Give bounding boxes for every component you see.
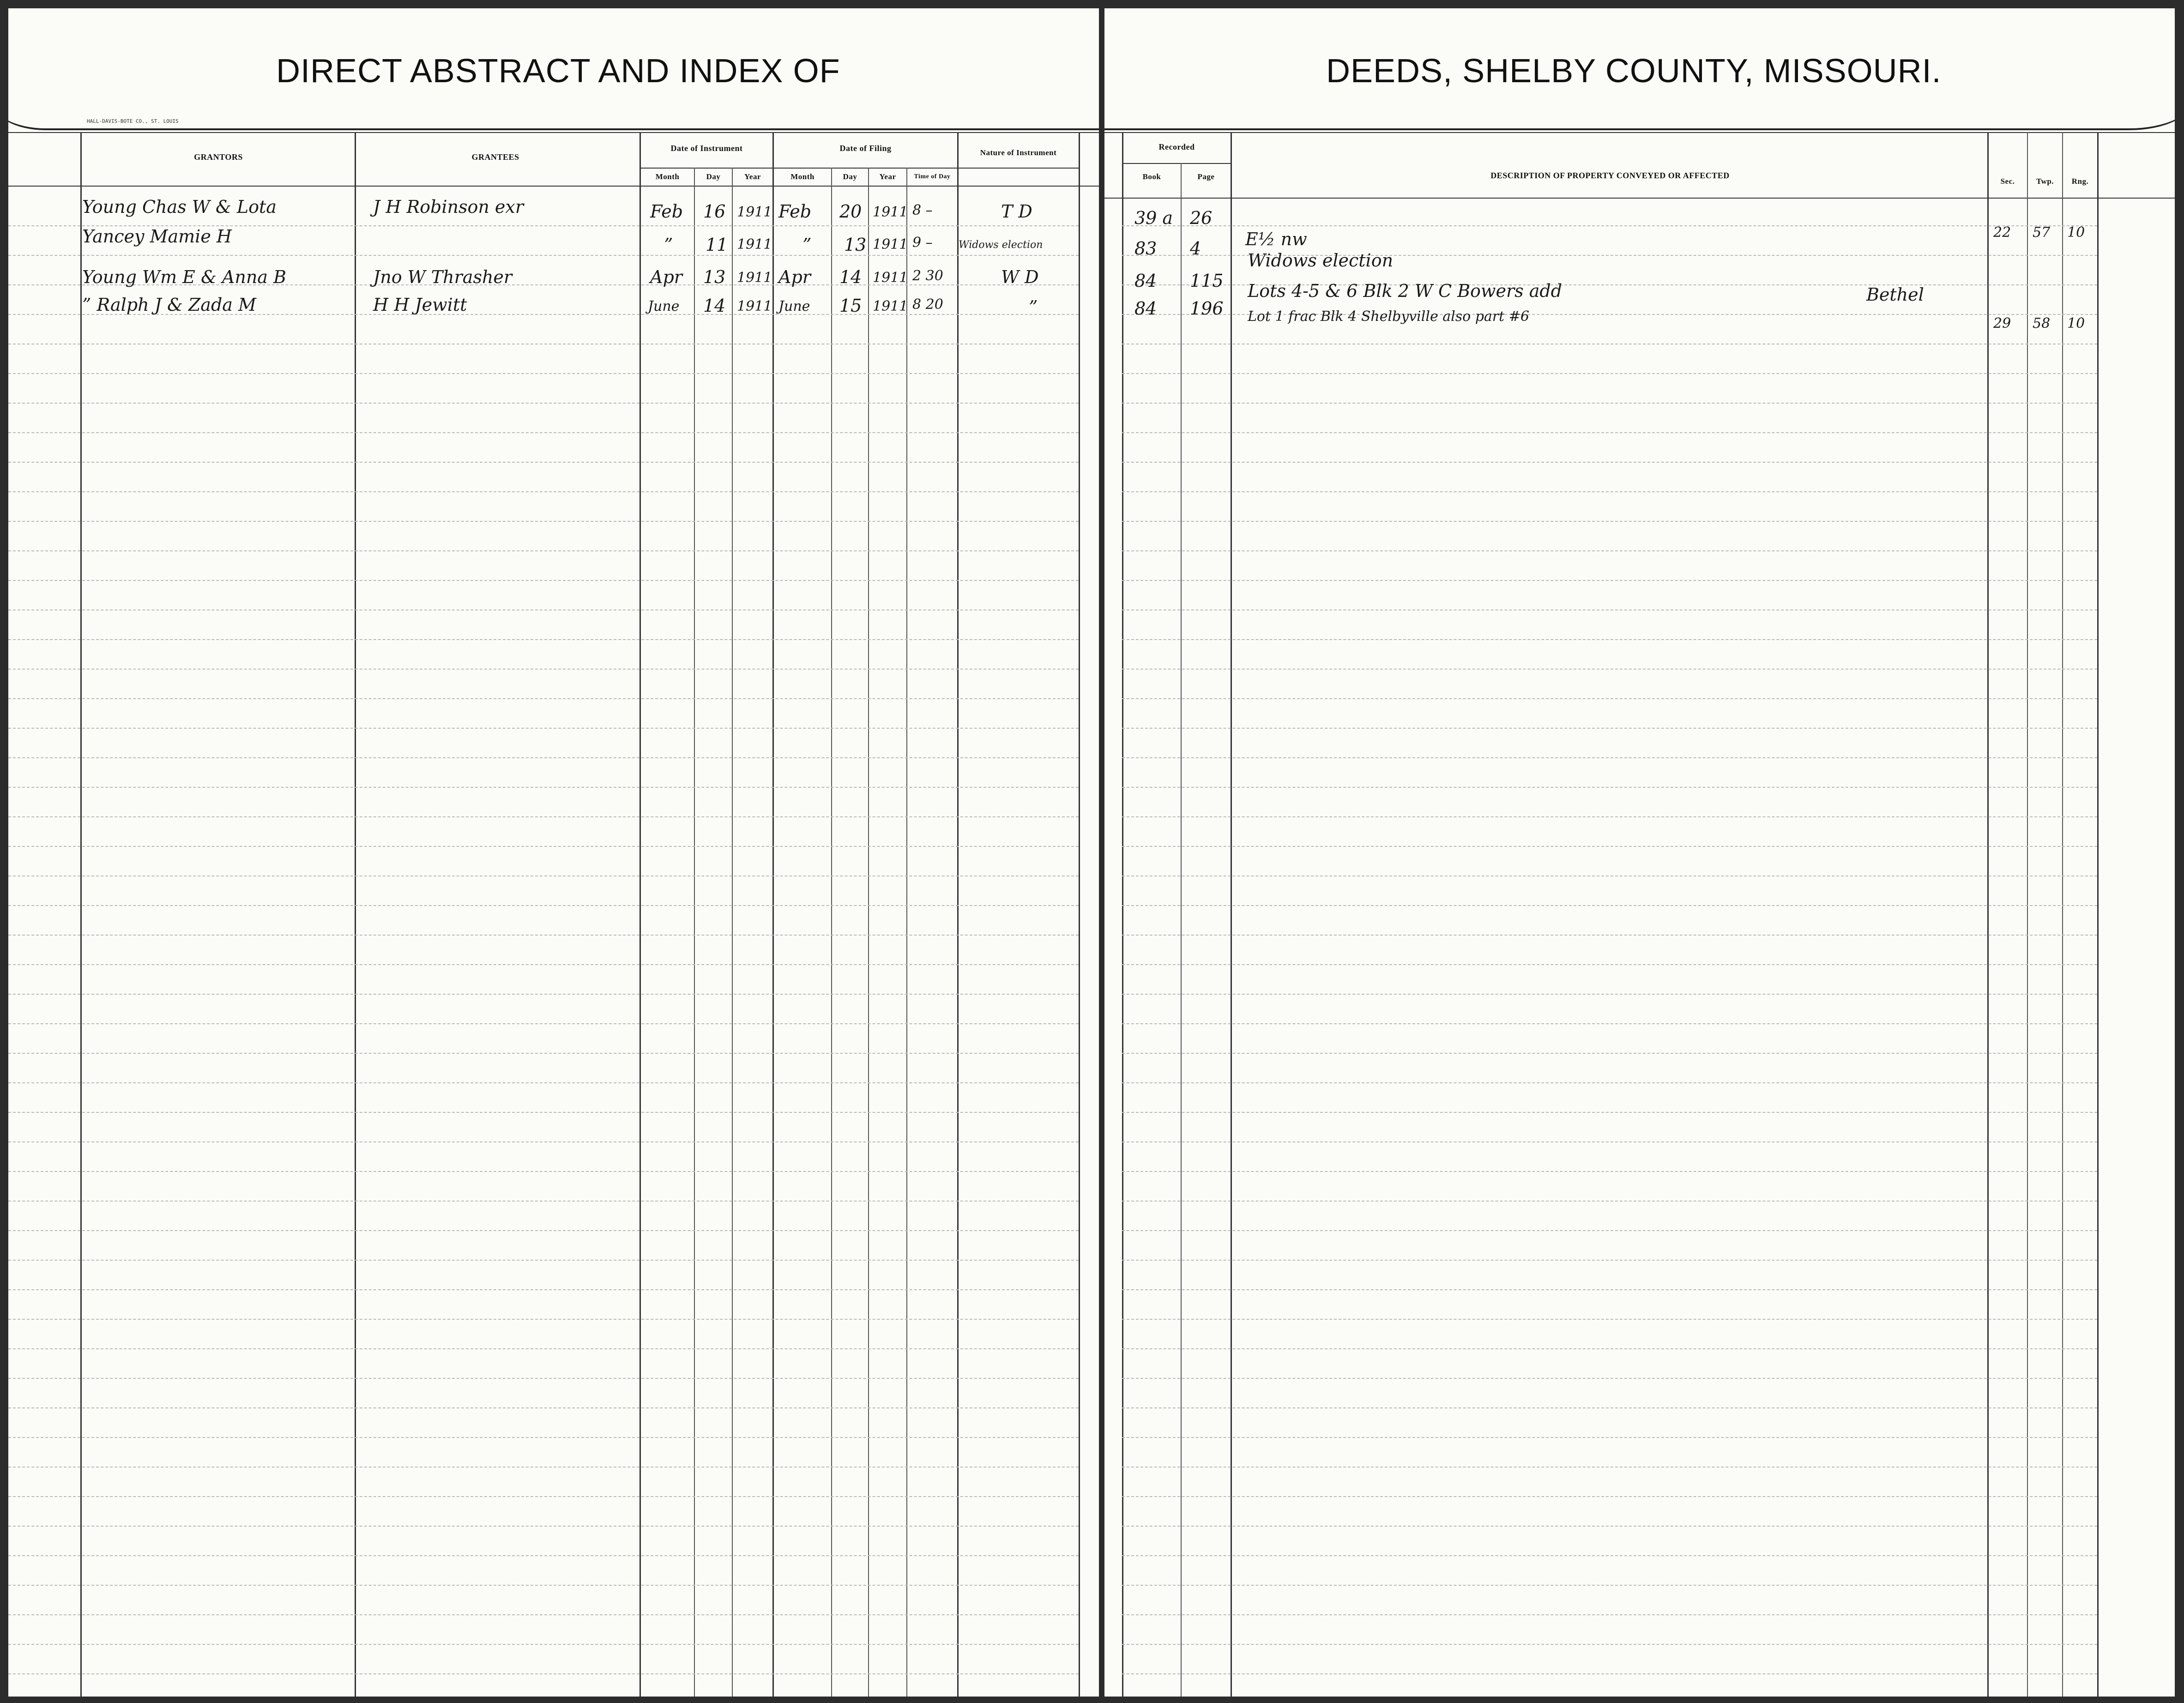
ruled-row-line xyxy=(8,1230,1079,1231)
ruled-row-line xyxy=(8,964,1079,965)
ruled-row-line xyxy=(1122,1319,2097,1320)
file-day-cell: 13 xyxy=(844,235,867,255)
ruled-row-line xyxy=(8,1644,1079,1645)
book-cell: 39 a xyxy=(1134,208,1173,228)
file-year-header: Year xyxy=(879,172,896,181)
inst-day-header: Day xyxy=(706,172,721,181)
ruled-row-line xyxy=(8,1082,1079,1083)
page-cell: 115 xyxy=(1190,271,1224,291)
inst-day-cell: 14 xyxy=(703,296,726,316)
inst-year-cell: 1911 xyxy=(737,204,772,220)
ruled-row-line xyxy=(8,521,1079,522)
ruled-row-line xyxy=(1122,462,2097,463)
ruled-row-line xyxy=(1122,994,2097,995)
date-of-instrument-header: Date of Instrument xyxy=(670,144,743,153)
file-time-cell: 8 – xyxy=(912,202,933,218)
ruled-row-line xyxy=(1122,491,2097,492)
sec-cell: 29 xyxy=(1993,315,2011,332)
inst-month-cell: June xyxy=(648,298,680,314)
ruled-row-line xyxy=(1122,1023,2097,1024)
ruled-row-line xyxy=(8,1585,1079,1586)
printer-imprint: HALL-DAVIS-BOTE CO., ST. LOUIS xyxy=(87,118,179,124)
file-year-cell: 1911 xyxy=(873,270,908,286)
ruled-row-line xyxy=(8,994,1079,995)
inst-month-cell: ” xyxy=(664,235,673,255)
book-cell: 84 xyxy=(1134,271,1157,291)
sec-header: Sec. xyxy=(2000,177,2015,186)
grantor-grantee-divider xyxy=(355,132,356,1697)
grantors-header: GRANTORS xyxy=(194,152,243,162)
ruled-row-line xyxy=(8,1437,1079,1438)
file-time-cell: 8 20 xyxy=(912,296,943,313)
ruled-row-line xyxy=(8,491,1079,492)
ruled-row-line xyxy=(1122,757,2097,758)
ruled-row-line xyxy=(8,1289,1079,1290)
ruled-row-line xyxy=(8,462,1079,463)
ruled-row-line xyxy=(1122,225,2097,226)
inst-year-cell: 1911 xyxy=(737,236,772,253)
ruled-row-line xyxy=(8,1023,1079,1024)
ruled-row-line xyxy=(1122,1378,2097,1379)
ruled-row-line xyxy=(1122,1141,2097,1142)
ruled-row-line xyxy=(1122,580,2097,581)
ruled-row-line xyxy=(1122,1171,2097,1172)
file-day-cell: 15 xyxy=(839,296,862,316)
grantee-cell: H H Jewitt xyxy=(373,295,467,315)
ruled-row-line xyxy=(8,432,1079,433)
grantor-left-rule xyxy=(80,132,82,1697)
file-month-cell: June xyxy=(778,298,810,314)
ruled-row-line xyxy=(1122,905,2097,906)
grantees-header: GRANTEES xyxy=(471,152,519,162)
recorded-left-rule xyxy=(1122,132,1123,1697)
ruled-row-line xyxy=(8,1141,1079,1142)
page-cell: 196 xyxy=(1190,298,1224,319)
ruled-row-line xyxy=(8,580,1079,581)
ruled-row-line xyxy=(8,816,1079,817)
inst-day-cell: 16 xyxy=(703,201,726,222)
nature-cell: ” xyxy=(1029,297,1038,317)
header-top-rule xyxy=(1104,132,2175,133)
ruled-row-line xyxy=(1122,550,2097,551)
ruled-row-line xyxy=(8,403,1079,404)
ruled-row-line xyxy=(8,1201,1079,1202)
ruled-row-line xyxy=(1122,1201,2097,1202)
inst-year-header: Year xyxy=(744,172,761,181)
ruled-row-line xyxy=(8,757,1079,758)
ruled-row-line xyxy=(8,1673,1079,1674)
description-cell: Lot 1 frac Blk 4 Shelbyville also part #6 xyxy=(1248,308,1529,325)
twp-header: Twp. xyxy=(2036,177,2054,186)
file-month-cell: Apr xyxy=(778,267,811,287)
ruled-row-line xyxy=(8,1348,1079,1349)
ruled-row-line xyxy=(1122,432,2097,433)
ruled-row-line xyxy=(1122,373,2097,374)
ruled-row-line xyxy=(1122,787,2097,788)
file-year-cell: 1911 xyxy=(873,204,908,220)
grantor-cell: Young Wm E & Anna B xyxy=(82,267,286,287)
ruled-row-line xyxy=(8,1378,1079,1379)
description-cell: E½ nw xyxy=(1245,229,1307,249)
ruled-row-line xyxy=(1122,1555,2097,1556)
ruled-row-line xyxy=(1122,1673,2097,1674)
file-month-cell: Feb xyxy=(778,201,812,222)
ruled-row-line xyxy=(8,1614,1079,1615)
ruled-row-line xyxy=(8,698,1079,699)
inst-month-cell: Feb xyxy=(650,201,683,222)
filing-nature-divider xyxy=(957,132,959,1697)
ruled-row-line xyxy=(1122,669,2097,670)
ruled-row-line xyxy=(1122,1526,2097,1527)
ruled-row-line xyxy=(8,669,1079,670)
ruled-row-line xyxy=(1122,728,2097,729)
ruled-row-line xyxy=(8,846,1079,847)
ruled-row-line xyxy=(1122,1289,2097,1290)
twp-cell: 57 xyxy=(2033,224,2051,241)
subheader-rule xyxy=(641,168,1079,169)
grantee-cell: J H Robinson exr xyxy=(373,197,524,217)
sec-twp-divider xyxy=(2027,132,2028,1697)
left-page-title: DIRECT ABSTRACT AND INDEX OF xyxy=(276,53,840,90)
file-year-cell: 1911 xyxy=(873,298,908,314)
rng-header: Rng. xyxy=(2071,177,2089,186)
nature-header: Nature of Instrument xyxy=(980,148,1057,157)
inst-year-cell: 1911 xyxy=(737,270,772,286)
inst-month-header: Month xyxy=(655,172,680,181)
ruled-row-line xyxy=(1122,403,2097,404)
twp-rng-divider xyxy=(2062,132,2063,1697)
ruled-row-line xyxy=(8,550,1079,551)
file-time-header: Time of Day xyxy=(914,173,951,180)
ruled-row-line xyxy=(1122,1260,2097,1261)
ruled-row-line xyxy=(1122,1082,2097,1083)
ruled-row-line xyxy=(8,1496,1079,1497)
ruled-row-line xyxy=(1122,1644,2097,1645)
book-cell: 83 xyxy=(1134,238,1157,259)
rng-cell: 10 xyxy=(2067,315,2085,332)
ruled-row-line xyxy=(1122,639,2097,640)
ruled-row-line xyxy=(1122,1112,2097,1113)
ruled-row-line xyxy=(8,1112,1079,1113)
right-page-title: DEEDS, SHELBY COUNTY, MISSOURI. xyxy=(1326,53,1942,90)
nature-cell: T D xyxy=(1001,201,1032,222)
ruled-row-line xyxy=(1122,935,2097,936)
ruled-row-line xyxy=(1122,816,2097,817)
grantee-cell: Jno W Thrasher xyxy=(373,267,513,287)
ruled-row-line xyxy=(1122,521,2097,522)
file-day-cell: 14 xyxy=(839,267,862,287)
recorded-header: Recorded xyxy=(1158,142,1195,151)
ruled-row-line xyxy=(8,373,1079,374)
inst-day-cell: 11 xyxy=(706,235,728,255)
recorded-subheader-rule xyxy=(1123,163,1231,164)
inst-day-cell: 13 xyxy=(703,267,726,287)
description-cell: Lots 4-5 & 6 Blk 2 W C Bowers add xyxy=(1248,281,1562,301)
book-header: Book xyxy=(1142,172,1161,181)
ruled-row-line xyxy=(1122,698,2097,699)
twp-cell: 58 xyxy=(2033,315,2051,332)
ruled-row-line xyxy=(8,905,1079,906)
ruled-row-line xyxy=(8,1319,1079,1320)
ruled-row-line xyxy=(8,728,1079,729)
right-ledger-page xyxy=(1104,8,2175,1697)
file-time-cell: 2 30 xyxy=(912,268,943,284)
nature-right-rule xyxy=(1079,132,1080,1697)
file-time-cell: 9 – xyxy=(912,235,933,251)
ruled-row-line xyxy=(8,1407,1079,1408)
file-day-cell: 20 xyxy=(839,201,862,222)
ruled-row-line xyxy=(1122,1053,2097,1054)
ruled-row-line xyxy=(8,639,1079,640)
sec-cell: 22 xyxy=(1993,224,2011,241)
description-cell: Widows election xyxy=(1248,250,1394,271)
ruled-row-line xyxy=(8,1053,1079,1054)
file-year-cell: 1911 xyxy=(873,236,908,253)
ruled-row-line xyxy=(8,1171,1079,1172)
description-header: DESCRIPTION OF PROPERTY CONVEYED OR AFFECTED xyxy=(1490,171,1730,180)
page-cell: 4 xyxy=(1190,238,1201,259)
date-of-filing-header: Date of Filing xyxy=(839,144,892,153)
ruled-row-line xyxy=(1122,1348,2097,1349)
inst-filing-divider xyxy=(772,132,774,1697)
inst-year-cell: 1911 xyxy=(737,298,772,314)
grantor-cell: ” Ralph J & Zada M xyxy=(82,295,256,315)
ruled-row-line xyxy=(1122,846,2097,847)
grantee-date-divider xyxy=(640,132,641,1697)
recorded-description-divider xyxy=(1231,132,1232,1697)
header-top-rule xyxy=(8,132,1099,133)
grantor-cell: Yancey Mamie H xyxy=(82,226,232,247)
ruled-row-line xyxy=(1122,1585,2097,1586)
page-cell: 26 xyxy=(1190,208,1213,228)
description-sec-divider xyxy=(1987,132,1989,1697)
file-month-cell: ” xyxy=(802,235,812,255)
file-month-header: Month xyxy=(790,172,814,181)
nature-cell: W D xyxy=(1001,267,1039,287)
nature-cell: Widows election xyxy=(959,239,1043,251)
rng-cell: 10 xyxy=(2067,224,2085,241)
ruled-row-line xyxy=(1122,1230,2097,1231)
rng-right-rule xyxy=(2097,132,2099,1697)
description-extra-cell: Bethel xyxy=(1866,284,1924,305)
header-bottom-rule xyxy=(1104,198,2175,199)
grantor-cell: Young Chas W & Lota xyxy=(82,197,277,217)
left-ledger-page xyxy=(8,8,1099,1697)
ruled-row-line xyxy=(1122,1407,2097,1408)
ruled-row-line xyxy=(8,1526,1079,1527)
inst-month-cell: Apr xyxy=(650,267,682,287)
ruled-row-line xyxy=(8,787,1079,788)
header-bottom-rule xyxy=(8,186,1099,187)
ruled-row-line xyxy=(1122,1614,2097,1615)
page-header: Page xyxy=(1197,172,1215,181)
file-day-header: Day xyxy=(843,172,857,181)
ruled-row-line xyxy=(1122,1496,2097,1497)
ruled-row-line xyxy=(1122,964,2097,965)
ruled-row-line xyxy=(8,1260,1079,1261)
ruled-row-line xyxy=(8,1555,1079,1556)
ruled-row-line xyxy=(8,935,1079,936)
ruled-row-line xyxy=(8,255,1079,256)
book-cell: 84 xyxy=(1134,298,1157,319)
ruled-row-line xyxy=(1122,1437,2097,1438)
